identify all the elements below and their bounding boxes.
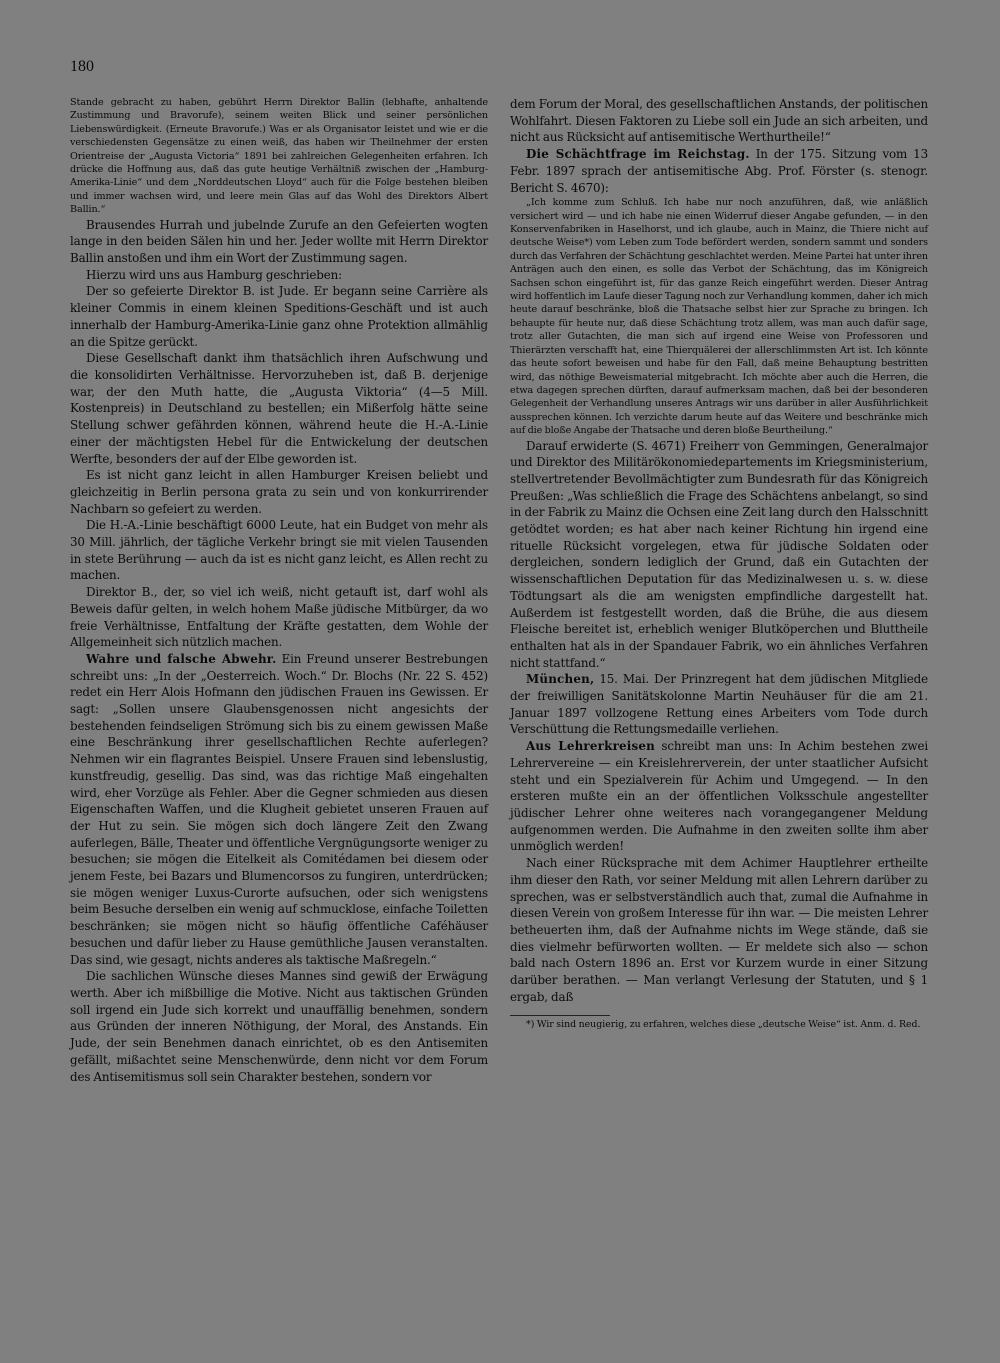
paragraph-text: In der 175. Sitzung vom 13 Febr. 1897 sprach der antisemitische Abg. Prof. Förster (s. stenogr. Bericht S. 4670): (510, 147, 928, 195)
paragraph (70, 968, 488, 1085)
page-number: 180 (70, 58, 94, 75)
paragraph-text: Die H.-A.-Linie beschäftigt 6000 Leute, hat ein Budget von mehr als 30 Mill. jährlich, der tägliche Verkehr bringt sie mit vielen Tausenden in stete Berührung — auch da ist es nicht ganz leicht, es Allen recht zu machen. (70, 518, 488, 583)
paragraph-text: schreibt man uns: In Achim bestehen zwei Lehrervereine — ein Kreislehrerverein, der unter staatlicher Aufsicht steht und ein Spezialverein für Achim und Umgegend. — In den ersteren mußte ein an der öffentlichen Volksschule angestellter jüdischer Lehrer ohne weiteres nach vorangegangener Meldung aufgenommen werden. Die Aufnahme in den zweiten sollte ihm aber unmöglich werden! (510, 739, 928, 854)
paragraph (510, 855, 928, 1005)
paragraph (70, 96, 488, 217)
paragraph-text: „Ich komme zum Schluß. Ich habe nur noch anzuführen, daß, wie anläßlich versichert wird — und ich habe nie einen Widerruf dieser Angabe gefunden, — in den Konservenfabriken in Haselhorst, und ich glaube, auch in Mainz, die Thiere nicht auf deutsche Weise*) vom Leben zum Tode befördert werden, sondern sammt und sonders durch das Verfahren der Schächtung geschlachtet werden. Meine Partei hat unter ihren Anträgen auch den einen, es solle das Verbot der Schächtung, das im Königreich Sachsen schon eingeführt ist, für das ganze Reich eingeführt werden. Dieser Antrag wird hoffentlich im Laufe dieser Tagung noch zur Verhandlung kommen, daher ich mich heute darauf beschränke, bloß die Thatsache selbst hier zur Sprache zu bringen. Ich behaupte für heute nur, daß diese Schächtung trotz allem, was man auch dafür sage, trotz aller Gutachten, die man sich auf irgend eine Weise von Professoren und Thierärzten verschafft hat, eine Thierquälerei der allerschlimmsten Art ist. Ich könnte das heute sofort beweisen und habe für den Fall, daß meine Behauptung bestritten wird, das nöthige Beweismaterial mitgebracht. Ich möchte aber auch die Herren, die etwa dagegen sprechen dürften, darauf aufmerksam machen, daß bei der besonderen Gelegenheit der Verhandlung unseres Antrags wir uns darüber in aller Ausführlichkeit aussprechen können. Ich verzichte darum heute auf das Weitere und beschränke mich auf die bloße Angabe der Thatsache und deren bloße Beurtheilung.“ (510, 197, 928, 437)
paragraph (510, 96, 928, 146)
paragraph (70, 283, 488, 350)
section-heading: Wahre und falsche Abwehr. (86, 651, 277, 666)
paragraph-text: Es ist nicht ganz leicht in allen Hamburger Kreisen beliebt und gleichzeitig in Berlin persona grata zu sein und von konkurrirender Nachbarn so gefeiert zu werden. (70, 468, 488, 516)
left-column (70, 96, 488, 1085)
paragraph (70, 467, 488, 517)
paragraph (510, 671, 928, 738)
paragraph (70, 517, 488, 584)
section-heading: Die Schächtfrage im Reichstag. (526, 147, 750, 162)
section-heading: München, (526, 672, 595, 687)
paragraph (510, 146, 928, 196)
paragraph (510, 196, 928, 437)
paragraph (510, 738, 928, 855)
paragraph-text: dem Forum der Moral, des gesellschaftlichen Anstands, der politischen Wohlfahrt. Diesen Faktoren zu Liebe soll ein Jude an sich arbeiten, und nicht aus Rücksicht auf antisemitische Werthurtheile!“ (510, 97, 928, 145)
paragraph (510, 438, 928, 672)
footnote: *) Wir sind neugierig, zu erfahren, welches diese „deutsche Weise“ ist. Anm. d. Red. (526, 1019, 921, 1031)
section-heading: Aus Lehrerkreisen (526, 739, 656, 754)
paragraph-text: Hierzu wird uns aus Hamburg geschrieben: (86, 267, 342, 282)
paragraph-text: Die sachlichen Wünsche dieses Mannes sind gewiß der Erwägung werth. Aber ich mißbillige die Motive. Nicht aus taktischen Gründen soll irgend ein Jude sich korrekt und unauffällig benehmen, sondern aus Gründen der inneren Nöthigung, der Moral, des Anstands. Ein Jude, der sein Benehmen danach einrichtet, ob es den Antisemiten gefällt, mißachtet seine Menschenwürde, denn nicht vor dem Forum des Antisemitismus soll sein Charakter bestehen, sondern vor (70, 969, 488, 1084)
paragraph-text: Diese Gesellschaft dankt ihm thatsächlich ihren Aufschwung und die konsolidirten Verhältnisse. Hervorzuheben ist, daß B. derjenige war, der den Muth hatte, die „Augusta Viktoria“ (4—5 Mill. Kostenpreis) in Deutschland zu bestellen; ein Mißerfolg hätte seine Stellung schwer gefährden können, während heute die H.-A.-Linie einer der mächtigsten Hebel für die Entwickelung der deutschen Werfte, besonders der auf der Elbe geworden ist. (70, 351, 488, 466)
paragraph-text: Nach einer Rücksprache mit dem Achimer Hauptlehrer ertheilte ihm dieser den Rath, vor seiner Meldung mit allen Lehrern darüber zu sprechen, was er selbstverständlich auch that, zumal die Aufnahme in diesen Verein von großem Interesse für ihn war. — Die meisten Lehrer betheuerten ihm, daß der Aufnahme nichts im Wege stände, daß sie dies vielmehr befürworten wollten. — Er meldete sich also — schon bald nach Ostern 1896 an. Erst vor Kurzem wurde in einer Sitzung darüber berathen. — Man verlangt Verlesung der Statuten, und § 1 ergab, daß (510, 856, 928, 1004)
right-column (510, 96, 928, 1032)
paragraph-text: Brausendes Hurrah und jubelnde Zurufe an den Gefeierten wogten lange in den beiden Sälen hin und her. Jeder wollte mit Herrn Direktor Ballin anstoßen und ihm ein Wort der Zustimmung sagen. (70, 217, 488, 266)
paragraph-text: Darauf erwiderte (S. 4671) Freiherr von Gemmingen, Generalmajor und Direktor des Militärökonomiedepartements im Kriegsministerium, stellvertretender Bevollmächtigter zum Bundesrath für das Königreich Preußen: „Was schließlich die Frage des Schächtens anbelangt, so sind in der Fabrik zu Mainz die Ochsen eine Zeit lang durch den Halsschnitt getödtet worden; es hat aber nach keiner Richtung hin irgend eine rituelle Rücksicht vorgelegen, etwa für jüdische Soldaten oder dergleichen, sondern lediglich der Grund, daß ein Gutachten der wissenschaftlichen Deputation für das Medizinalwesen u. s. w. diese Tödtungsart als die am wenigsten empfindliche dargestellt hat. Außerdem ist festgestellt worden, daß die Brühe, die aus diesem Fleische bereitet ist, erheblich weniger Blutköperchen und Bluttheile enthalten hat als in der Spandauer Fabrik, wo ein ähnliches Verfahren nicht stattfand.“ (510, 438, 928, 670)
footnote-rule (510, 1015, 610, 1016)
paragraph-text: Ein Freund unserer Bestrebungen schreibt uns: „In der „Oesterreich. Woch.“ Dr. Blochs (Nr. 22 S. 452) redet ein Herr Alois Hofmann den jüdischen Frauen ins Gewissen. Er sagt: „Sollen unsere Glaubensgenossen nicht angesichts der bestehenden feindseligen Strömung sich bis zu einem gewissen Maße eine Beschränkung ihrer gesellschaftlichen Rechte auferlegen? Nehmen wir ein flagrantes Beispiel. Unsere Frauen sind lebenslustig, kunstfreudig, gesellig. Das sind, was das richtige Maß eingehalten wird, eher Vorzüge als Fehler. Aber die Gegner schmieden aus diesen Eigenschaften Waffen, und die Klugheit gebietet unseren Frauen auf der Hut zu sein. Sie mögen sich doch längere Zeit den Zwang auferlegen, Bälle, Theater und öffentliche Vergnügungsorte weniger zu besuchen; sie mögen die Eitelkeit als Comitédamen bei diesem oder jenem Feste, bei Bazars und Blumencorsos zu fungiren, unterdrücken; sie mögen weniger Luxus-Curorte aufsuchen, oder sich wenigstens beim Besuche derselben ein wenig auf schmucklose, einfache Toiletten beschränken; sie mögen nicht so häufig öffentliche Caféhäuser besuchen und dafür lieber zu Hause gemüthliche Jausen veranstalten. Das sind, wie gesagt, nichts anderes als taktische Maßregeln.“ (70, 651, 488, 967)
paragraph (70, 267, 488, 284)
paragraph-text: Direktor B., der, so viel ich weiß, nicht getauft ist, darf wohl als Beweis dafür gelten, in welch hohem Maße jüdische Mitbürger, da wo freie Verhältnisse, Entfaltung der Kräfte gestatten, dem Wohle der Allgemeinheit sich nützlich machen. (70, 585, 488, 650)
paragraph-text: Stande gebracht zu haben, gebührt Herrn Direktor Ballin (lebhafte, anhaltende Zustimmung und Bravorufe), seinem weiten Blick und seiner persönlichen Liebenswürdigkeit. (Erneute Bravorufe.) Was er als Organisator leistet und wie er die verschiedensten Gegensätze zu einen weiß, das haben wir Theilnehmer der ersten Orientreise der „Augusta Victoria“ 1891 bei zahlreichen Gelegenheiten erfahren. Ich drücke die Hoffnung aus, daß das gute heutige Verhältniß zwischen der „Hamburg-Amerika-Linie“ und dem „Norddeutschen Lloyd“ auch für die Folge bestehen bleiben und immer wachsen wird, und leere mein Glas auf das Wohl des Direktors Albert Ballin.“ (70, 97, 488, 216)
paragraph (70, 584, 488, 651)
paragraph-text: Der so gefeierte Direktor B. ist Jude. Er begann seine Carrière als kleiner Commis in einem kleinen Speditions-Geschäft und ist auch innerhalb der Hamburg-Amerika-Linie ganz ohne Protektion allmählig an die Spitze gerückt. (70, 284, 488, 349)
paragraph (70, 217, 488, 267)
paragraph-text: 15. Mai. Der Prinzregent hat dem jüdischen Mitgliede der freiwilligen Sanitätskolonne Martin Neuhäuser für die am 21. Januar 1897 vollzogene Rettung eines Arbeiters vom Tode durch Verschüttung die Rettungsmedaille verliehen. (510, 672, 928, 737)
paragraph (70, 350, 488, 467)
paragraph (70, 651, 488, 968)
